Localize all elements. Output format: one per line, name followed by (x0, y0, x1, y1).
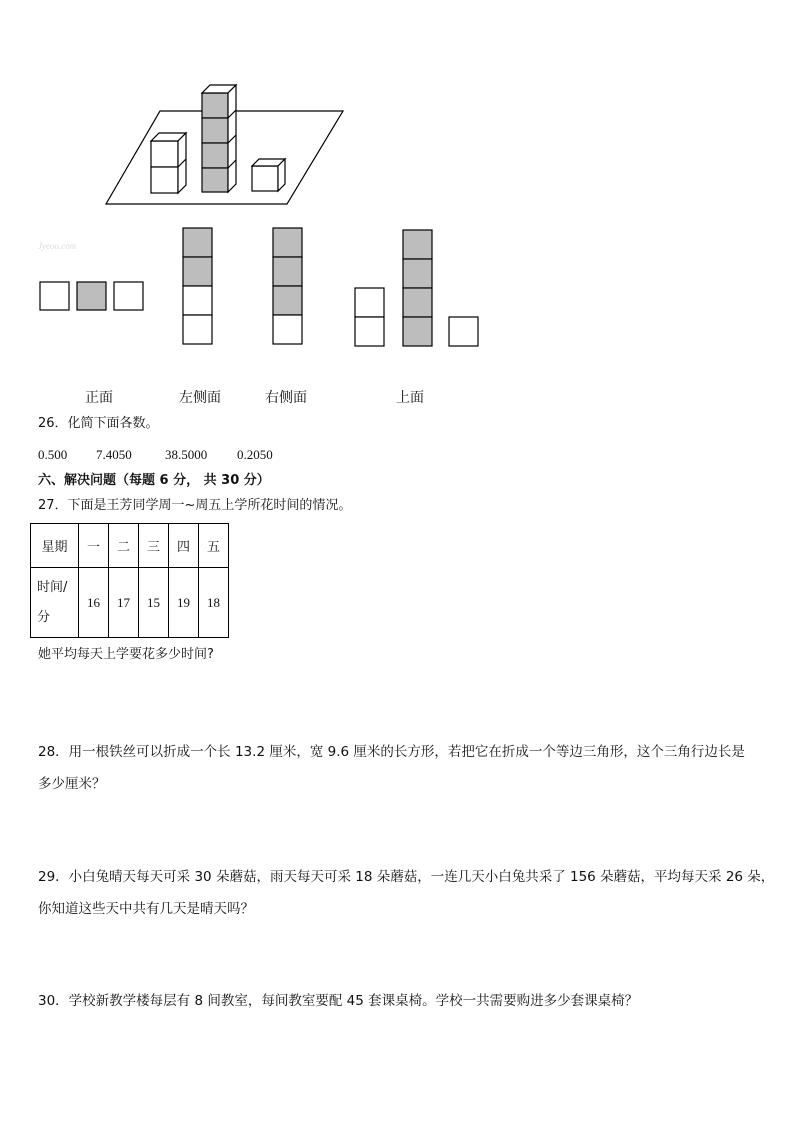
table-cell: 19 (169, 568, 199, 638)
q26-number: 0.500 (38, 447, 68, 462)
top-view (355, 230, 478, 346)
q29-line2: 你知道这些天中共有几天是晴天吗？ (38, 901, 254, 917)
q27-text: 27．下面是王芳同学周一~周五上学所花时间的情况。 (38, 498, 352, 513)
table-row (31, 524, 229, 568)
q27-question: 她平均每天上学要花多少时间? (38, 647, 214, 662)
table-cell: 18 (199, 568, 229, 638)
q30-text: 30．学校新教学楼每层有 8 间教室，每间教室要配 45 套课桌椅。学校一共需要购进多少套课桌椅？ (38, 993, 639, 1009)
table-cell: 17 (109, 568, 139, 638)
table-cell: 16 (79, 568, 109, 638)
watermark: Jyeoo.com (38, 241, 77, 251)
table-cell: 15 (139, 568, 169, 638)
q26-number: 38.5000 (165, 447, 208, 462)
front-view (40, 282, 143, 310)
table-header-cell: 三 (139, 524, 169, 568)
row-label-line2: 分 (37, 609, 51, 625)
cube-stack-middle (202, 85, 236, 192)
label-front-view: 正面 (85, 390, 113, 406)
table-row-label (31, 568, 79, 638)
table-header-cell: 五 (199, 524, 229, 568)
commute-time-table (30, 523, 229, 638)
cube-single-right (252, 159, 285, 191)
table-header-cell: 一 (79, 524, 109, 568)
q28-line2: 多少厘米？ (38, 776, 106, 792)
cube-stack-left (151, 133, 186, 193)
row-label-line1: 时间/ (37, 579, 68, 595)
q26-number: 7.4050 (96, 447, 132, 462)
label-right-side-view: 右侧面 (265, 390, 307, 406)
section-title: 六、解决问题（每题 6 分， 共 30 分） (38, 473, 270, 488)
label-left-side-view: 左侧面 (179, 390, 221, 406)
q26-number: 0.2050 (237, 447, 273, 462)
q29-line1: 29．小白兔晴天每天可采 30 朵蘑菇，雨天每天可采 18 朵蘑菇，一连几天小白兔共采了 156 朵蘑菇，平均每天采 26 朵， (38, 869, 775, 885)
block-views-figure (0, 0, 794, 380)
table-header-cell: 星期 (31, 524, 79, 568)
table-header-cell: 四 (169, 524, 199, 568)
table-row (31, 568, 229, 638)
table-header-cell: 二 (109, 524, 139, 568)
label-top-view: 上面 (396, 390, 424, 406)
q28-line1: 28．用一根铁丝可以折成一个长 13.2 厘米，宽 9.6 厘米的长方形，若把它在折成一个等边三角形，这个三角行边长是 (38, 744, 745, 760)
q26-text: 26．化简下面各数。 (38, 416, 159, 431)
right-side-view (273, 228, 302, 344)
left-side-view (183, 228, 212, 344)
